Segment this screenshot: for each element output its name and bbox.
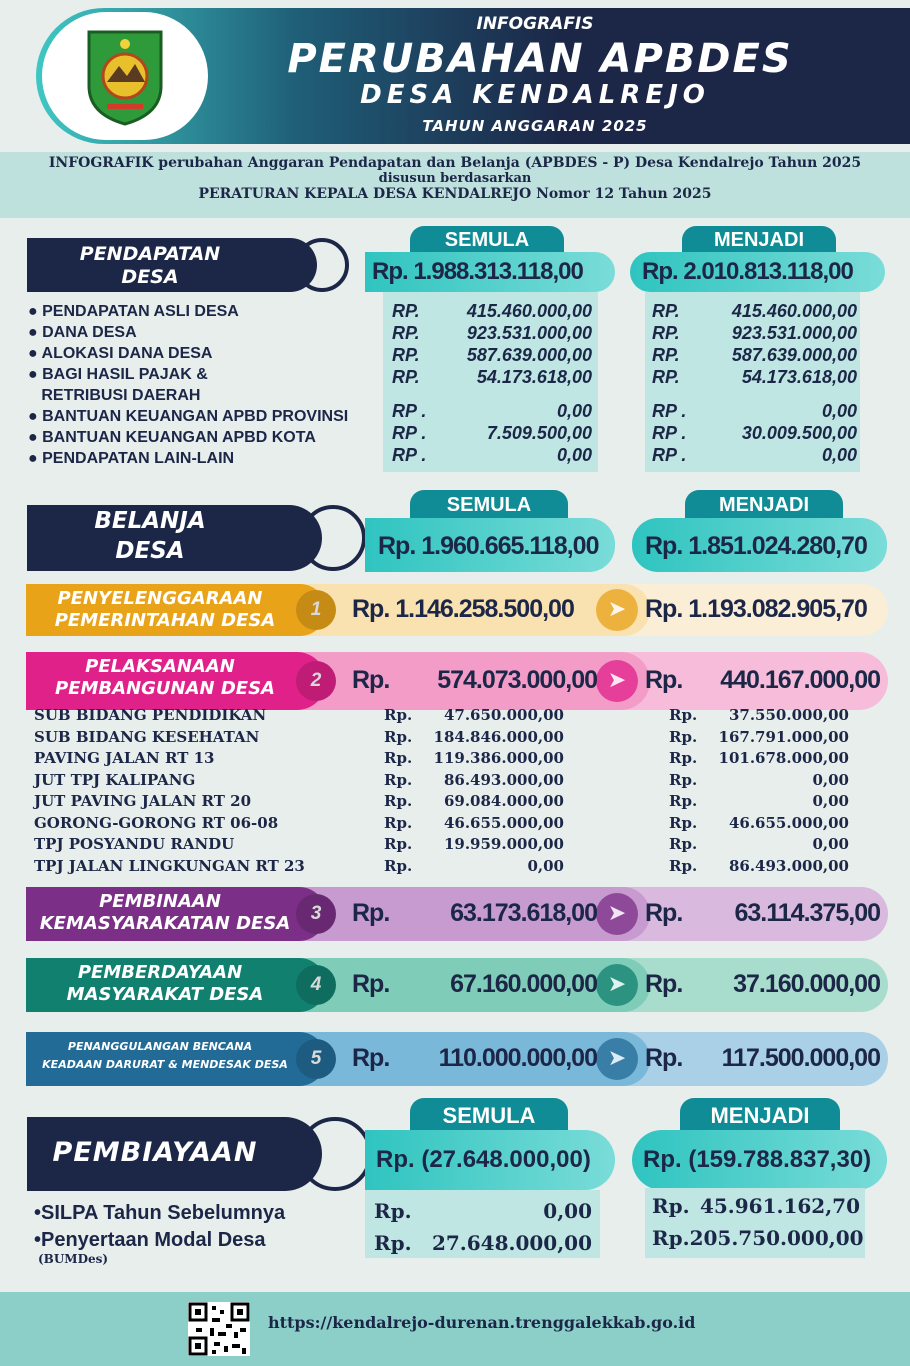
bidang-semula-value: Rp. 110.000.000,00	[352, 1044, 597, 1072]
rp-label: Rp.	[643, 1146, 682, 1173]
pembiayaan-menjadi-values	[652, 1190, 864, 1254]
list-item: ● BAGI HASIL PAJAK &	[28, 366, 208, 383]
pendapatan-menjadi-values	[652, 300, 857, 466]
header-subtitle: DESA KENDALREJO	[360, 80, 710, 110]
list-item: ● ALOKASI DANA DESA	[28, 345, 213, 362]
bidang-title-1: PENANGGULANGAN BENCANA	[67, 1040, 253, 1053]
list-item: ● DANA DESA	[28, 324, 137, 341]
amount-row: RP. 923.531.000,00	[392, 323, 592, 343]
pembiayaan-semula-header: SEMULA	[410, 1098, 568, 1134]
footer-url[interactable]: https://kendalrejo-durenan.trenggalekkab.go.id	[268, 1313, 696, 1332]
pendapatan-title-2: DESA	[121, 266, 179, 288]
pendapatan-menjadi-header: MENJADI	[682, 226, 836, 254]
bidang-title-2: KEMASYARAKATAN DESA	[39, 913, 291, 934]
header-kicker: INFOGRAFIS	[476, 14, 594, 34]
chevron-right-icon: ➤	[596, 1038, 638, 1080]
list-item: ● BANTUAN KEUANGAN APBD PROVINSI	[28, 408, 349, 425]
belanja-menjadi-header: MENJADI	[685, 490, 843, 520]
bidang-title-2: KEADAAN DARURAT & MENDESAK DESA	[42, 1058, 288, 1071]
value: (27.648.000,00)	[421, 1146, 591, 1173]
list-item-note: (BUMDes)	[38, 1252, 109, 1266]
bidang-title-2: PEMERINTAHAN DESA	[54, 610, 276, 631]
header-year: TAHUN ANGGARAN 2025	[422, 117, 648, 135]
amount-row: RP. 587.639.000,00	[392, 345, 592, 365]
chevron-right-icon: ➤	[596, 964, 638, 1006]
pendapatan-semula-header: SEMULA	[410, 226, 564, 254]
belanja-title-ring	[300, 505, 366, 571]
list-item: ● PENDAPATAN LAIN-LAIN	[28, 450, 235, 467]
belanja-title-1: BELANJA	[94, 508, 206, 534]
belanja-semula-header: SEMULA	[410, 490, 568, 520]
chevron-right-icon: ➤	[596, 589, 638, 631]
amount-row: RP . 7.509.500,00	[392, 423, 592, 443]
pendapatan-menjadi-total: Rp. 2.010.813.118,00	[642, 258, 853, 285]
bidang-number-badge: 1	[296, 590, 336, 630]
pendapatan-semula-values	[392, 300, 592, 466]
list-item: ● PENDAPATAN ASLI DESA	[28, 303, 239, 320]
bidang-menjadi-value: Rp. 63.114.375,00	[645, 899, 880, 927]
logo-circle	[42, 12, 208, 140]
bidang-semula-value: Rp. 574.073.000,00	[352, 666, 597, 694]
table-row: SUB BIDANG PENDIDIKAN Rp. 47.650.000,00 Rp. 37.550.000,00	[34, 706, 849, 724]
list-item: ● BANTUAN KEUANGAN APBD KOTA	[28, 429, 316, 446]
value: (159.788.837,30)	[688, 1146, 872, 1173]
bidang-menjadi-value: Rp. 37.160.000,00	[645, 970, 880, 998]
bidang-number-badge: 4	[296, 965, 336, 1005]
bidang-semula-value: Rp. 1.146.258.500,00	[352, 595, 574, 623]
pembiayaan-item-list	[34, 1198, 354, 1266]
list-item: •SILPA Tahun Sebelumnya	[34, 1202, 286, 1224]
pendapatan-title-ring	[295, 238, 349, 292]
amount-row: RP. 54.173.618,00	[652, 367, 857, 387]
intro-box	[0, 152, 910, 218]
pendapatan-title-1: PENDAPATAN	[79, 243, 221, 265]
list-item: RETRIBUSI DAERAH	[41, 387, 201, 404]
amount-row: RP. 923.531.000,00	[652, 323, 857, 343]
bidang-row	[0, 584, 910, 636]
pembiayaan-semula-values	[374, 1195, 592, 1259]
table-row: SUB BIDANG KESEHATAN Rp. 184.846.000,00 Rp. 167.791.000,00	[34, 727, 849, 746]
bidang-semula-value: Rp. 67.160.000,00	[352, 970, 597, 998]
bidang-menjadi-value: Rp. 1.193.082.905,70	[645, 595, 867, 623]
amount-row: RP. 415.460.000,00	[392, 301, 592, 321]
bidang-title-1: PEMBERDAYAAN	[77, 962, 243, 983]
amount-row: RP. 415.460.000,00	[652, 301, 857, 321]
bidang-title-1: PEMBINAAN	[99, 891, 221, 912]
rp-label: Rp.	[376, 1146, 415, 1173]
chevron-right-icon: ➤	[596, 893, 638, 935]
bidang-row	[0, 652, 910, 710]
chevron-right-icon: ➤	[596, 660, 638, 702]
qr-code-icon[interactable]	[188, 1302, 250, 1356]
bidang-row	[0, 1032, 910, 1086]
amount-row: RP. 587.639.000,00	[652, 345, 857, 365]
belanja-menjadi-total: Rp. 1.851.024.280,70	[645, 532, 867, 560]
belanja-title-2: DESA	[115, 538, 185, 564]
bidang-menjadi-value: Rp. 440.167.000,00	[645, 666, 880, 694]
amount-row: Rp. 27.648.000,00	[374, 1231, 592, 1255]
header-title: PERUBAHAN APBDES	[287, 36, 793, 82]
pembiayaan-semula-total	[376, 1146, 611, 1174]
sub-bidang-list	[34, 705, 864, 877]
bidang-number-badge: 3	[296, 894, 336, 934]
bidang-title-2: MASYARAKAT DESA	[66, 984, 264, 1005]
amount-row: RP . 30.009.500,00	[652, 423, 857, 443]
belanja-semula-total: Rp. 1.960.665.118,00	[378, 532, 599, 560]
intro-line-2: disusun berdasarkan	[378, 171, 532, 186]
table-row: TPJ POSYANDU RANDU Rp. 19.959.000,00 Rp. 0,00	[34, 835, 849, 853]
list-item: •Penyertaan Modal Desa	[34, 1229, 266, 1251]
amount-row: RP. 54.173.618,00	[392, 367, 592, 387]
amount-row: RP . 0,00	[652, 445, 857, 465]
bidang-row	[0, 887, 910, 941]
pendapatan-item-list	[28, 301, 378, 469]
bidang-number-badge: 2	[296, 661, 336, 701]
pembiayaan-menjadi-total	[643, 1146, 883, 1174]
bidang-menjadi-value: Rp. 117.500.000,00	[645, 1044, 880, 1072]
bidang-semula-value: Rp. 63.173.618,00	[352, 899, 597, 927]
pendapatan-semula-total: Rp. 1.988.313.118,00	[372, 258, 583, 285]
amount-row: RP . 0,00	[392, 401, 592, 421]
bidang-number-badge: 5	[296, 1039, 336, 1079]
bidang-title-1: PENYELENGGARAAN	[57, 588, 263, 609]
table-row: GORONG-GORONG RT 06-08 Rp. 46.655.000,00 Rp. 46.655.000,00	[34, 813, 849, 832]
table-row: JUT TPJ KALIPANG Rp. 86.493.000,00 Rp. 0,00	[34, 770, 849, 789]
pembiayaan-title: PEMBIAYAAN	[52, 1137, 258, 1168]
table-row: TPJ JALAN LINGKUNGAN RT 23 Rp. 0,00 Rp. 86.493.000,00	[34, 856, 849, 875]
bidang-title-2: PEMBANGUNAN DESA	[55, 678, 275, 699]
table-row: JUT PAVING JALAN RT 20 Rp. 69.084.000,00 Rp. 0,00	[34, 792, 849, 810]
kabupaten-emblem-icon	[85, 26, 165, 126]
pembiayaan-menjadi-header: MENJADI	[680, 1098, 840, 1134]
amount-row: RP . 0,00	[392, 445, 592, 465]
intro-line-1: INFOGRAFIK perubahan Anggaran Pendapatan dan Belanja (APBDES - P) Desa Kendalrejo Tahun 2025	[48, 155, 862, 171]
amount-row: Rp. 205.750.000,00	[652, 1226, 864, 1250]
pembiayaan-title-ring	[298, 1117, 372, 1191]
amount-row: Rp. 0,00	[374, 1199, 592, 1223]
table-row: PAVING JALAN RT 13 Rp. 119.386.000,00 Rp. 101.678.000,00	[34, 749, 849, 767]
bidang-row	[0, 958, 910, 1012]
intro-line-3: PERATURAN KEPALA DESA KENDALREJO Nomor 12 Tahun 2025	[198, 186, 712, 202]
bidang-title-1: PELAKSANAAN	[85, 656, 235, 677]
amount-row: Rp. 45.961.162,70	[652, 1194, 860, 1218]
amount-row: RP . 0,00	[652, 401, 857, 421]
